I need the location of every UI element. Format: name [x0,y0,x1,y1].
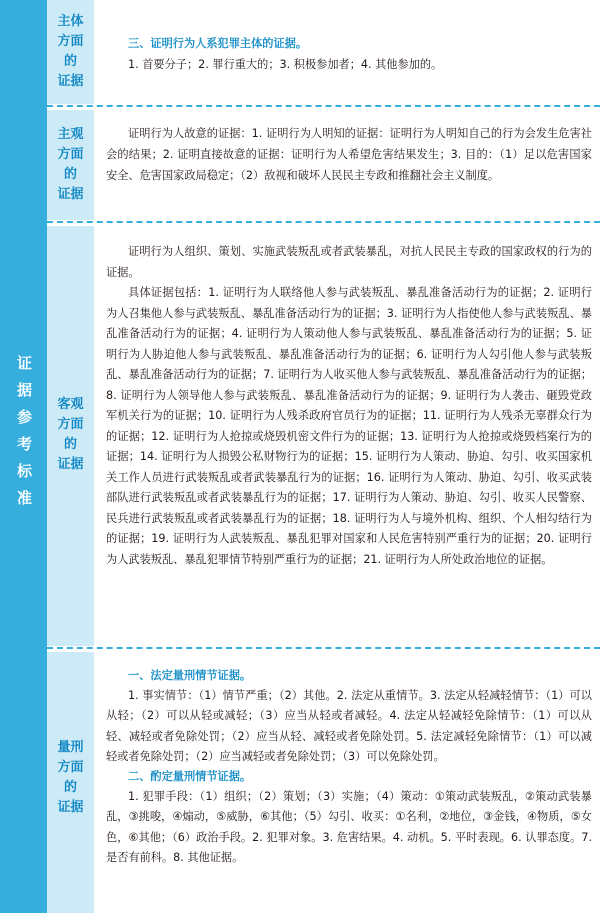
sentencing-heading-1: 一、法定量刑情节证据。 [128,669,252,682]
sidebar [0,0,47,913]
sentencing-heading-2: 二、酌定量刑情节证据。 [128,770,252,784]
row-label-sentencing: 量刑 方面 的 证据 [57,740,84,815]
mental-body: 证明行为人故意的证据：1. 证明行为人明知的证据：证明行为人明知自己的行为会发生危害社会的结果；2. 证明直接故意的证据：证明行为人希望危害结果发生；3. 目的：（1）足以危害国家安全、危害国家政局稳定；（2）敌视和破坏人民民主专政和推翻社会主义制度。 [106,127,592,182]
row-content-objective [106,242,592,570]
row-content-sentencing [106,666,592,868]
row-label-subject: 主体 方面 的 证据 [57,14,84,89]
row-label-objective: 客观 方面 的 证据 [57,397,84,472]
row-separator [47,221,600,223]
row-label-mental: 主观 方面 的 证据 [57,127,84,202]
subject-heading: 三、证明行为人系犯罪主体的证据。 [128,37,308,50]
row-content-mental [106,124,592,186]
sentencing-para-2: 1. 犯罪手段：（1）组织；（2）策划；（3）实施；（4）策动：①策动武装叛乱，②策动武装暴乱，③挑唆，④煽动，⑤威胁，⑥其他；（5）勾引、收买：①名利，②地位，③金钱，④物质，⑤女色，⑥其他；（6）政治手段。2. 犯罪对象。3. 危害结果。4. 动机。5. 平时表现。6. 认罪态度。7. 是否有前科。8. 其他证据。 [106,790,592,864]
row-content-subject [106,34,592,76]
objective-para-2: 具体证据包括：1. 证明行为人联络他人参与武装叛乱、暴乱准备活动行为的证据；2. 证明行为人召集他人参与武装叛乱、暴乱准备活动行为的证据；3. 证明行为人指使他人参与武装叛乱、暴乱准备活动行为的证据；4. 证明行为人策动他人参与武装叛乱、暴乱准备活动行为的证据；5. 证明行为人胁迫他人参与武装叛乱、暴乱准备活动行为的证据；6. 证明行为人勾引他人参与武装叛乱、暴乱准备活动行为的证据；7. 证明行为人收买他人参与武装叛乱、暴乱准备活动行为的证据；8. 证明行为人领导他人参与武装叛乱、暴乱准备活动行为的证据；9. 证明行为人袭击、砸毁党政军机关行为的证据；10. 证明行为人残杀政府官员行为的证据；11. 证明行为人残杀无辜群众行为的证据；12. 证明行为人抢掠或烧毁机密文件行为的证据；13. 证明行为人抢掠或烧毁档案行为的证据；14. 证明行为人损毁公私财物行为的证据；15. 证明行为人策动、胁迫、勾引、收买国家机关工作人员进行武装叛乱或者武装暴乱行为的证据；16. 证明行为人策动、胁迫、勾引、收买武装部队进行武装叛乱或者武装暴乱行为的证据；17. 证明行为人策动、胁迫、勾引、收买人民警察、民兵进行武装叛乱或者武装暴乱行为的证据；18. 证明行为人与境外机构、组织、个人相勾结行为的证据；19. 证明行为人武装叛乱、暴乱犯罪对国家和人民危害特别严重行为的证据；20. 证明行为人武装叛乱、暴乱犯罪情节特别严重行为的证据；21. 证明行为人所处政治地位的证据。 [106,286,592,566]
subject-body: 1. 首要分子；2. 罪行重大的；3. 积极参加者；4. 其他参加的。 [128,57,443,71]
row-separator [47,647,600,649]
sentencing-para-1: 1. 事实情节：（1）情节严重；（2）其他。2. 法定从重情节。3. 法定从轻减轻情节：（1）可以从轻；（2）可以从轻或减轻；（3）应当从轻或者减轻。4. 法定从轻减轻免除情节：（1）可以从轻、减轻或者免除处罚；（2）应当从轻、减轻或者免除处罚。5. 法定减轻免除情节：（1）可以减轻或者免除处罚；（2）应当减轻或者免除处罚；（3）可以免除处罚。 [106,689,592,763]
row-separator [47,105,600,107]
sidebar-title: 证据参考标准 [15,355,33,517]
objective-para-1: 证明行为人组织、策划、实施武装叛乱或者武装暴乱，对抗人民民主专政的国家政权的行为的证据。 [106,245,592,279]
